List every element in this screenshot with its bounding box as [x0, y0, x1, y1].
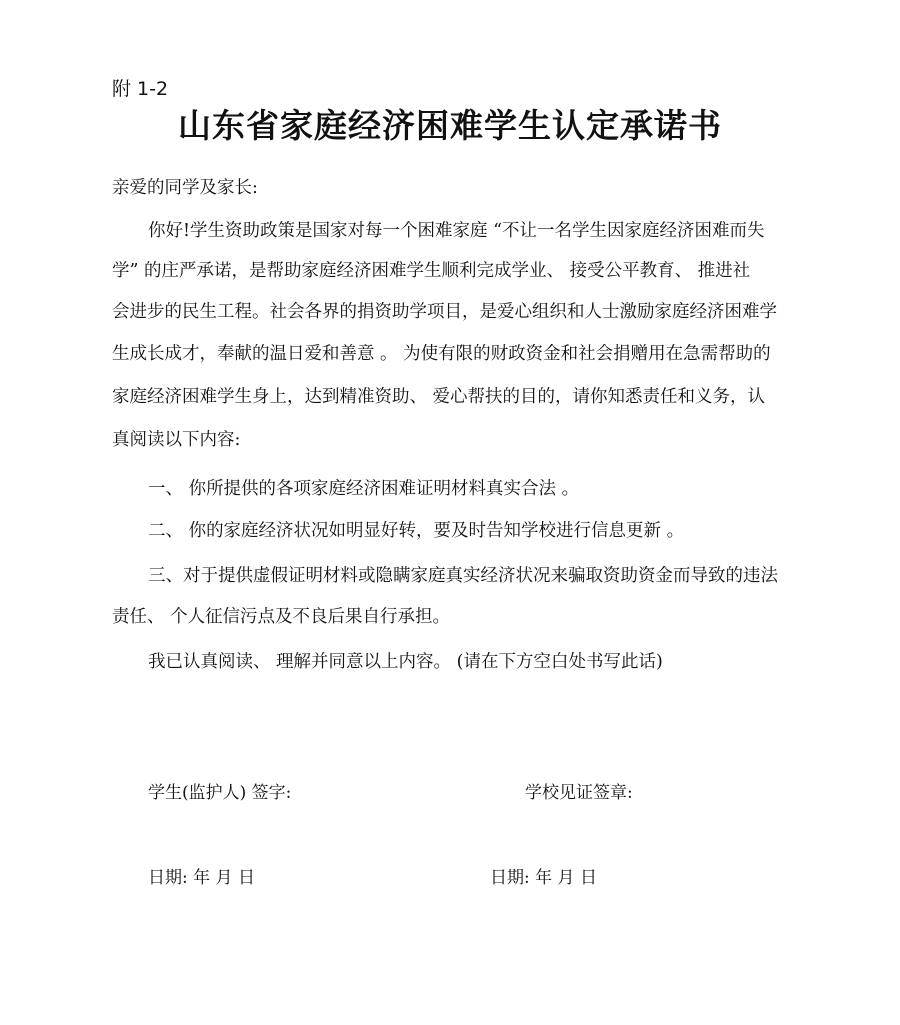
attachment-label: 附 1-2: [112, 78, 169, 100]
list-item: 三、对于提供虚假证明材料或隐瞒家庭真实经济状况来骗取资助资金而导致的违法: [148, 566, 778, 586]
school-seal-label: 学校见证签章:: [525, 783, 633, 803]
date-left: 日期: 年 月 日: [148, 868, 255, 888]
student-signature-label: 学生(监护人) 签字:: [148, 783, 292, 803]
declaration-line: 我已认真阅读、 理解并同意以上内容。 (请在下方空白处书写此话): [148, 652, 663, 672]
date-right: 日期: 年 月 日: [490, 868, 597, 888]
paragraph-line: 你好!学生资助政策是国家对每一个困难家庭 “不让一名学生因家庭经济困难而失: [148, 221, 765, 241]
list-item-continuation: 责任、 个人征信污点及不良后果自行承担。: [112, 607, 451, 627]
paragraph-line: 生成长成才，奉献的温日爱和善意 。 为使有限的财政资金和社会捐赠用在急需帮助的: [112, 344, 771, 364]
greeting-line: 亲爱的同学及家长:: [112, 178, 258, 198]
paragraph-line: 会进步的民生工程。社会各界的捐资助学项目，是爱心组织和人士激励家庭经济困难学: [112, 302, 777, 322]
list-item: 一、 你所提供的各项家庭经济困难证明材料真实合法 。: [148, 479, 580, 499]
paragraph-line: 真阅读以下内容:: [112, 430, 241, 450]
document-title: 山东省家庭经济困难学生认定承诺书: [178, 106, 722, 145]
paragraph-line: 学” 的庄严承诺，是帮助家庭经济困难学生顺利完成学业、 接受公平教育、 推进社: [112, 261, 751, 281]
paragraph-line: 家庭经济困难学生身上，达到精准资助、 爱心帮扶的目的，请你知悉责任和义务，认: [112, 387, 766, 407]
list-item: 二、 你的家庭经济状况如明显好转，要及时告知学校进行信息更新 。: [148, 521, 685, 541]
